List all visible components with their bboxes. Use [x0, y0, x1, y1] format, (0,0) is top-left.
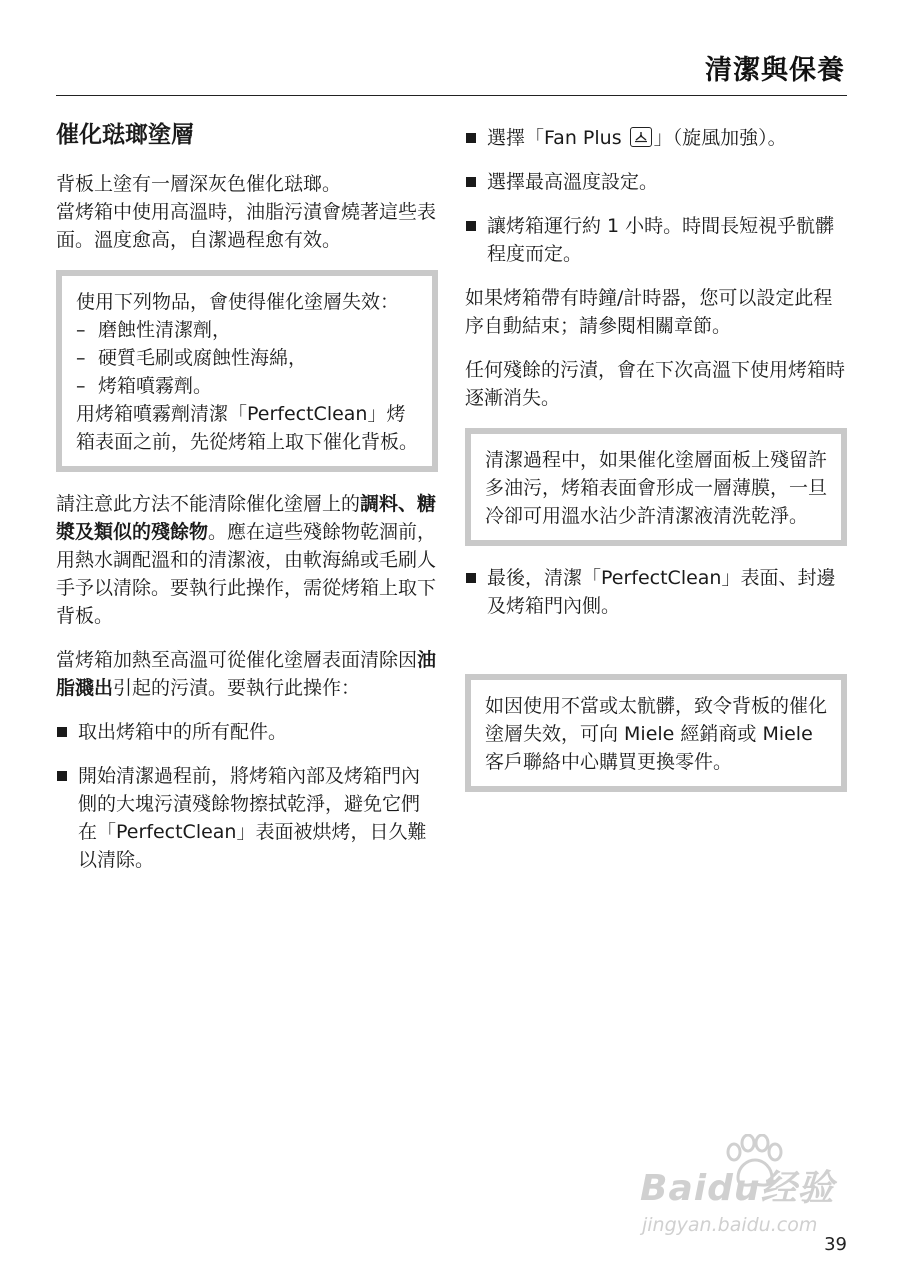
section-title: 清潔與保養 — [705, 55, 845, 86]
replacement-note-box — [465, 674, 847, 792]
warning-lead: 使用下列物品，會使得催化塗層失效： — [76, 291, 400, 313]
warning-item: – 烤箱噴霧劑。 — [76, 372, 418, 400]
watermark — [640, 1140, 850, 1240]
watermark-brand: Baidu经验 — [640, 1168, 835, 1209]
step-text: 開始清潔過程前，將烤箱內部及烤箱門內側的大塊污漬殘餘物擦拭乾淨，避免它們在「PerfectClean」表面被烘烤，日久難以清除。 — [78, 765, 427, 871]
grease-pre: 當烤箱加熱至高溫可從催化塗層表面清除因 — [56, 649, 418, 671]
residue-note-bold: 調料、糖漿及類似的殘餘物 — [56, 493, 437, 543]
fan-step-pre: 選擇「Fan Plus — [487, 127, 628, 149]
header-divider — [56, 95, 847, 96]
timer-paragraph: 如果烤箱帶有時鐘/計時器，您可以設定此程序自動結束；請參閱相關章節。 — [465, 287, 833, 337]
intro-paragraph — [56, 170, 438, 254]
watermark-url: jingyan.baidu.com — [642, 1214, 818, 1236]
step-item — [56, 762, 438, 874]
step-text: 讓烤箱運行約 1 小時。時間長短視乎骯髒程度而定。 — [487, 215, 835, 265]
right-column — [465, 124, 847, 810]
warning-item: – 硬質毛刷或腐蝕性海綿， — [76, 344, 418, 372]
residue-paragraph: 任何殘餘的污漬，會在下次高溫下使用烤箱時逐漸消失。 — [465, 359, 846, 409]
step-text: 取出烤箱中的所有配件。 — [78, 721, 288, 743]
warning-tail: 用烤箱噴霧劑清潔「PerfectClean」烤箱表面之前，先從烤箱上取下催化背板。 — [76, 403, 419, 453]
intro-line-1: 背板上塗有一層深灰色催化琺瑯。 — [56, 173, 342, 195]
fan-plus-icon — [630, 127, 652, 147]
grease-post: 引起的污漬。要執行此操作： — [113, 677, 361, 699]
square-bullet-icon — [57, 771, 67, 781]
left-column — [56, 118, 438, 890]
square-bullet-icon — [466, 221, 476, 231]
warning-item: – 磨蝕性清潔劑， — [76, 316, 418, 344]
film-note-box — [465, 428, 847, 546]
residue-note — [56, 490, 438, 630]
warning-box — [56, 270, 438, 472]
film-note-text: 清潔過程中，如果催化塗層面板上殘留許多油污，烤箱表面會形成一層薄膜，一旦冷卻可用溫水沾少許清潔液清洗乾淨。 — [485, 449, 828, 527]
square-bullet-icon — [466, 133, 476, 143]
step-item — [465, 124, 847, 152]
residue-note-post: 。應在這些殘餘物乾涸前，用熱水調配溫和的清潔液，由軟海綿或毛刷人手予以清除。要執行此操作，需從烤箱上取下背板。 — [56, 521, 437, 627]
step-item — [465, 212, 847, 268]
step-text: 最後，清潔「PerfectClean」表面、封邊及烤箱門內側。 — [487, 567, 836, 617]
step-item — [465, 168, 847, 196]
step-item — [465, 564, 847, 620]
grease-bold: 油脂濺出 — [56, 649, 437, 699]
square-bullet-icon — [57, 727, 67, 737]
step-text: 選擇最高溫度設定。 — [487, 171, 659, 193]
step-item — [56, 718, 438, 746]
intro-line-2: 當烤箱中使用高溫時，油脂污漬會燒著這些表面。溫度愈高，自潔過程愈有效。 — [56, 201, 437, 251]
replacement-note-text: 如因使用不當或太骯髒，致令背板的催化塗層失效，可向 Miele 經銷商或 Miele 客戶聯絡中心購買更換零件。 — [485, 695, 828, 773]
square-bullet-icon — [466, 177, 476, 187]
square-bullet-icon — [466, 573, 476, 583]
grease-paragraph — [56, 646, 438, 702]
page-number: 39 — [824, 1234, 847, 1255]
fan-step-post: 」（旋風加強）。 — [653, 127, 787, 149]
warning-list — [76, 316, 418, 400]
residue-note-pre: 請注意此方法不能清除催化塗層上的 — [56, 493, 361, 515]
catalytic-enamel-heading: 催化琺瑯塗層 — [56, 122, 194, 148]
